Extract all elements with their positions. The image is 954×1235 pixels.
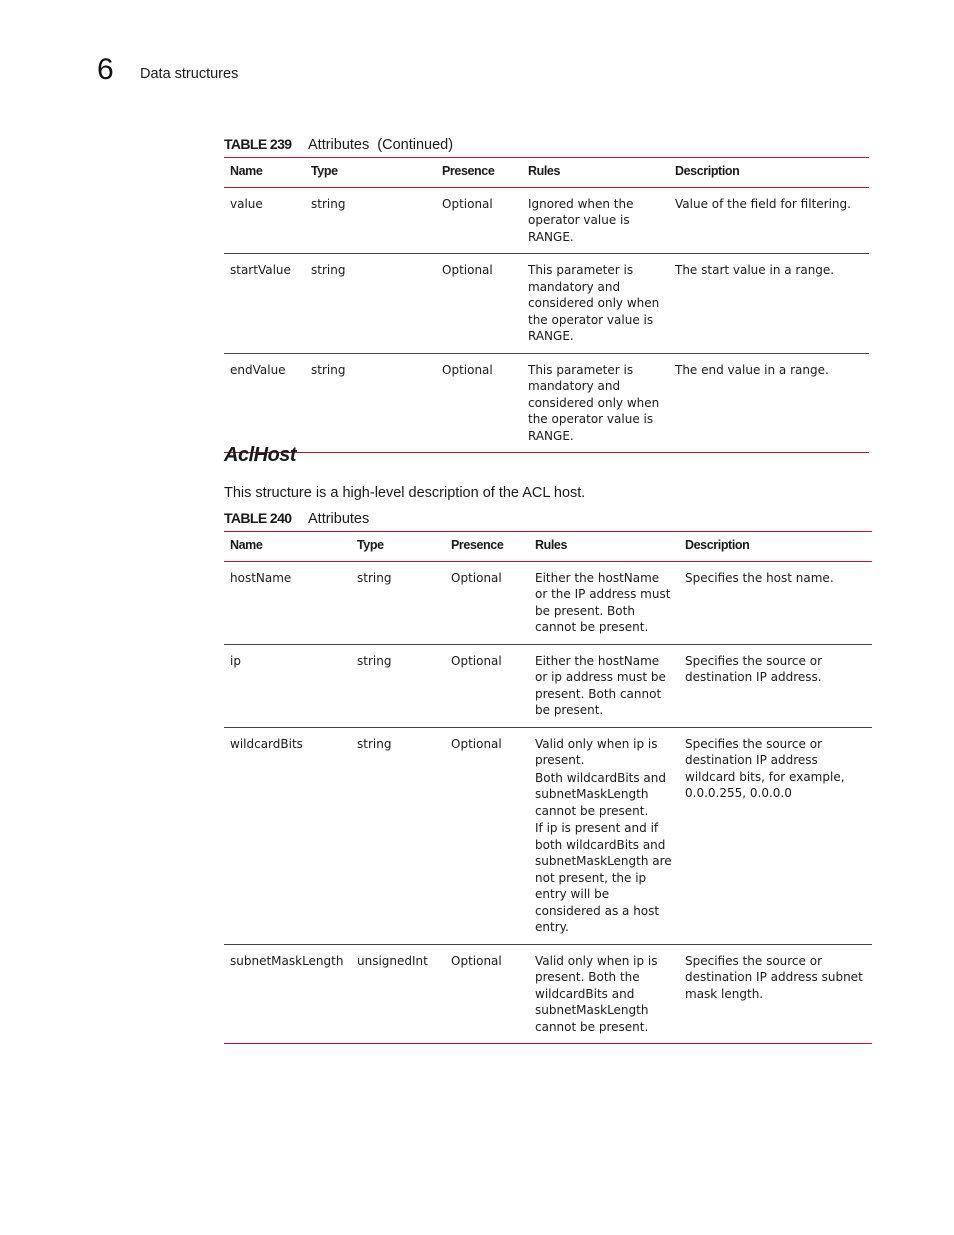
cell-type: unsignedInt bbox=[357, 953, 428, 968]
rule-paragraph: Valid only when ip is present. Both the wildcardBits and subnetMaskLength cannot be present. bbox=[535, 953, 658, 1034]
column-header-name: Name bbox=[230, 538, 263, 552]
section-heading: AclHost bbox=[224, 444, 297, 466]
cell-rules bbox=[522, 353, 669, 453]
cell-description: Specifies the source or destination IP address. bbox=[685, 653, 823, 684]
chapter-title: Data structures bbox=[140, 66, 239, 82]
cell-description: Specifies the source or destination IP address subnet mask length. bbox=[685, 953, 863, 1001]
rule-paragraph: This parameter is mandatory and considered only when the operator value is RANGE. bbox=[528, 263, 660, 343]
cell-type: string bbox=[357, 736, 392, 751]
rule-paragraph: Either the hostName or the IP address must be present. Both cannot be present. bbox=[535, 570, 671, 634]
cell-presence: Optional bbox=[451, 736, 502, 751]
cell-description: The start value in a range. bbox=[675, 263, 835, 277]
table-239-caption bbox=[224, 135, 453, 154]
cell-type: string bbox=[357, 653, 392, 668]
table-caption-text: Attributes (Continued) bbox=[308, 137, 454, 153]
table-label: TABLE 240 bbox=[224, 510, 292, 526]
table-header-row bbox=[224, 532, 872, 562]
cell-type: string bbox=[357, 570, 392, 585]
rule-paragraph: Both wildcardBits and subnetMaskLength cannot be present. bbox=[535, 770, 667, 818]
cell-name: subnetMaskLength bbox=[230, 953, 344, 968]
cell-rules bbox=[529, 727, 679, 944]
table-row bbox=[224, 187, 869, 254]
column-header-presence: Presence bbox=[451, 538, 504, 552]
rule-paragraph: This parameter is mandatory and considered only when the operator value is RANGE. bbox=[528, 362, 660, 443]
cell-name: ip bbox=[230, 653, 241, 668]
cell-presence: Optional bbox=[442, 263, 493, 277]
cell-description: Value of the field for filtering. bbox=[675, 196, 851, 211]
column-header-presence: Presence bbox=[442, 164, 495, 178]
table-header-row bbox=[224, 158, 869, 188]
table-label: TABLE 239 bbox=[224, 136, 292, 152]
table-240-caption bbox=[224, 509, 369, 528]
column-header-description: Description bbox=[675, 164, 740, 178]
table-row bbox=[224, 727, 872, 944]
cell-presence: Optional bbox=[442, 362, 493, 377]
cell-rules bbox=[529, 644, 679, 727]
cell-name: wildcardBits bbox=[230, 736, 303, 751]
column-header-rules: Rules bbox=[535, 538, 568, 552]
section-description: This structure is a high-level description of the ACL host. bbox=[224, 485, 586, 501]
cell-rules bbox=[522, 254, 669, 354]
table-row bbox=[224, 561, 872, 644]
cell-presence: Optional bbox=[442, 196, 493, 211]
rule-paragraph: Valid only when ip is present. bbox=[535, 736, 658, 767]
rule-paragraph: Either the hostName or ip address must be present. Both cannot be present. bbox=[535, 653, 666, 717]
cell-name: startValue bbox=[230, 263, 291, 277]
cell-rules bbox=[529, 561, 679, 644]
cell-presence: Optional bbox=[451, 570, 502, 585]
column-header-type: Type bbox=[311, 164, 338, 178]
attributes-table-239 bbox=[224, 157, 869, 453]
cell-type: string bbox=[311, 196, 346, 211]
column-header-name: Name bbox=[230, 164, 263, 178]
cell-type: string bbox=[311, 263, 346, 277]
table-row bbox=[224, 944, 872, 1044]
table-caption-text: Attributes bbox=[308, 511, 370, 527]
cell-rules bbox=[522, 187, 669, 254]
chapter-number: 6 bbox=[97, 53, 114, 86]
table-row bbox=[224, 254, 869, 354]
table-row bbox=[224, 644, 872, 727]
rule-paragraph: Ignored when the operator value is RANGE. bbox=[528, 196, 634, 244]
cell-description: Specifies the source or destination IP address wildcard bits, for example, 0.0.0.255, 0.0.0.0 bbox=[685, 736, 845, 800]
cell-description: Specifies the host name. bbox=[685, 570, 834, 585]
cell-name: hostName bbox=[230, 570, 292, 585]
cell-presence: Optional bbox=[451, 953, 502, 968]
table-row bbox=[224, 353, 869, 453]
cell-name: value bbox=[230, 196, 263, 211]
cell-type: string bbox=[311, 362, 346, 377]
column-header-type: Type bbox=[357, 538, 384, 552]
cell-rules bbox=[529, 944, 679, 1044]
cell-description: The end value in a range. bbox=[675, 362, 829, 377]
column-header-description: Description bbox=[685, 538, 750, 552]
rule-paragraph: If ip is present and if both wildcardBits and subnetMaskLength are not present, the ip entry will be considered as a host entry. bbox=[535, 821, 672, 934]
cell-presence: Optional bbox=[451, 653, 502, 668]
attributes-table-240 bbox=[224, 531, 872, 1044]
column-header-rules: Rules bbox=[528, 164, 561, 178]
cell-name: endValue bbox=[230, 362, 286, 377]
